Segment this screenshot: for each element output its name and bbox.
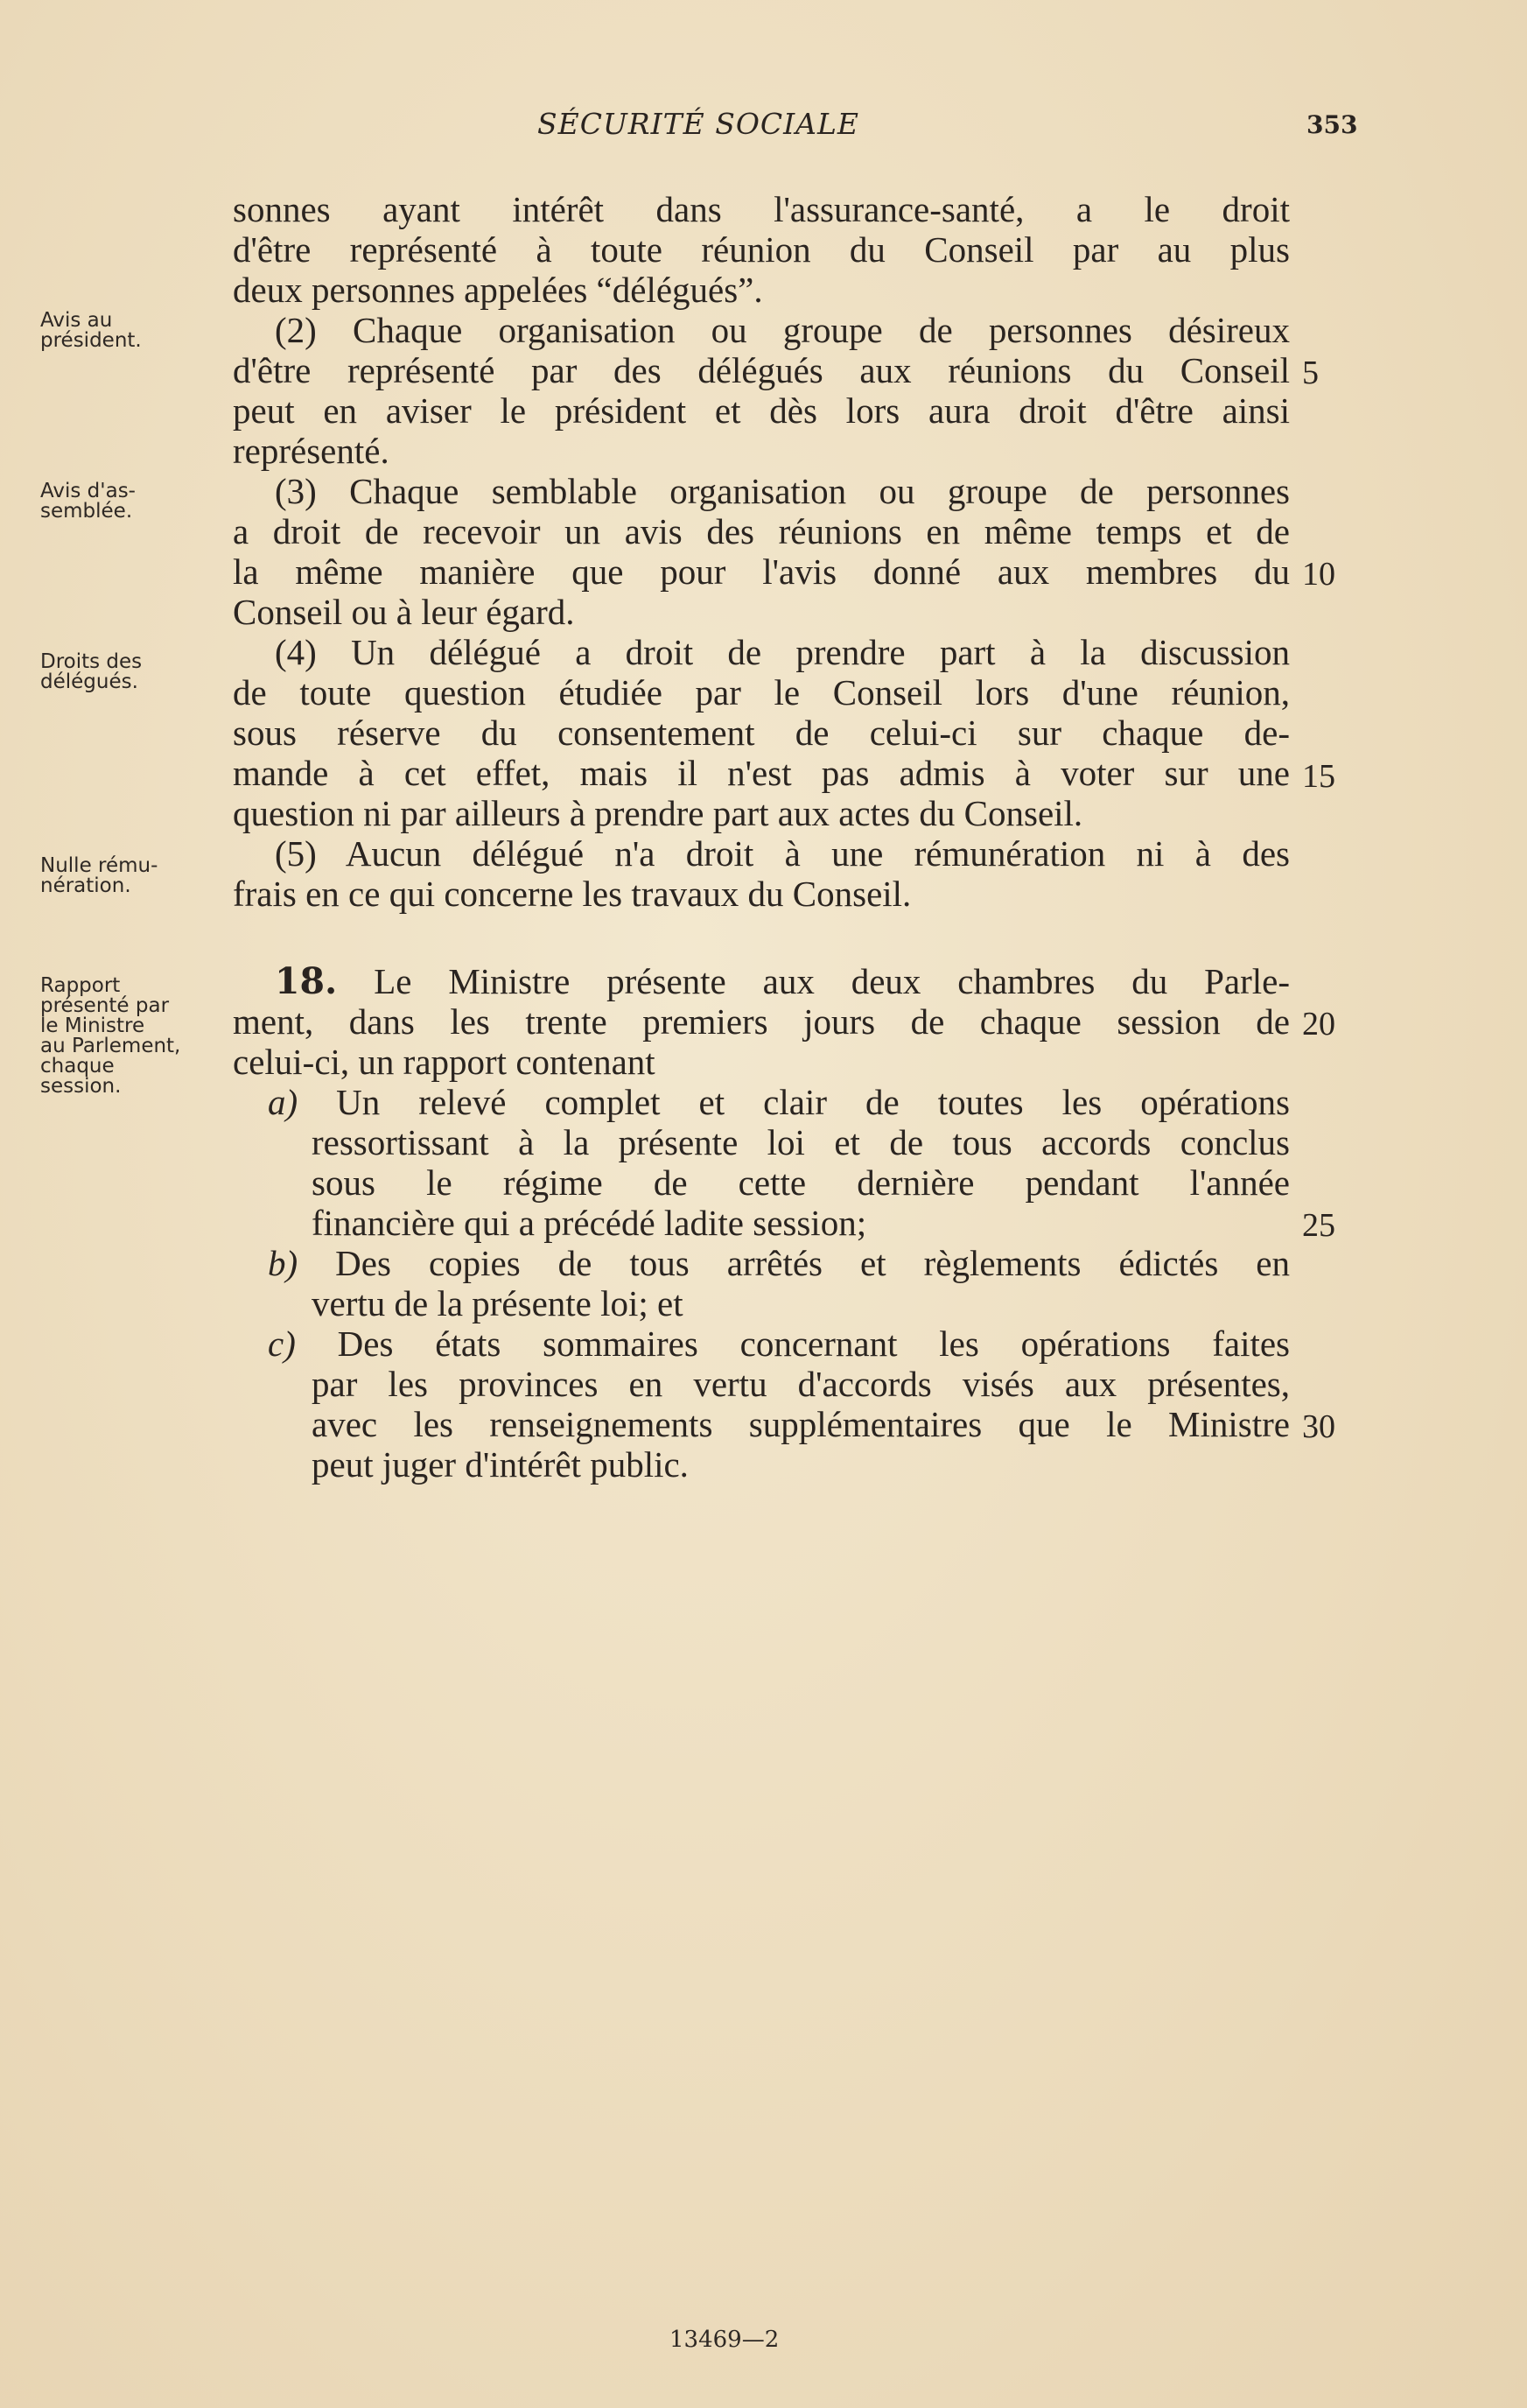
line-number: 20 [1302, 1006, 1335, 1043]
text-line: question ni par ailleurs à prendre part aux actes du Conseil. [233, 793, 1083, 833]
footer-code: 13469—2 [669, 2327, 780, 2353]
margin-note-nulle-remuneration: Nulle rému- nération. [40, 854, 158, 897]
page-number: 353 [1306, 110, 1358, 139]
text-line: (4) Un délégué a droit de prendre part à la discussion [275, 632, 1290, 672]
item-text: Des copies de tous arrêtés et règlements édictés en [335, 1243, 1291, 1283]
list-item-b [233, 1243, 1290, 1283]
line-number: 30 [1302, 1408, 1335, 1445]
text-line: sous le régime de cette dernière pendant l'année [312, 1162, 1290, 1203]
item-text: Des états sommaires concernant les opérations faites [337, 1323, 1291, 1364]
text-line: vertu de la présente loi; et [312, 1283, 683, 1323]
margin-note-droits-delegues: Droits des délégués. [40, 650, 143, 693]
text-line: représenté. [233, 431, 389, 471]
list-item-a [233, 1082, 1290, 1122]
running-header [0, 107, 1527, 151]
item-letter: a) [268, 1082, 298, 1122]
text-line: mande à cet effet, mais il n'est pas admis à voter sur une [233, 753, 1290, 793]
text-line: ment, dans les trente premiers jours de chaque session de [233, 1001, 1290, 1042]
text-line: a droit de recevoir un avis des réunions en même temps et de [233, 511, 1290, 551]
text-line: frais en ce qui concerne les travaux du Conseil. [233, 874, 912, 914]
line-number: 10 [1302, 556, 1335, 593]
text-line: financière qui a précédé ladite session; [312, 1203, 867, 1243]
section-first-line: Le Ministre présente aux deux chambres du Parle- [374, 961, 1290, 1001]
text-line: (2) Chaque organisation ou groupe de personnes désireux [275, 310, 1290, 350]
line-number: 25 [1302, 1207, 1335, 1244]
text-line [233, 961, 1290, 1001]
text-line: ressortissant à la présente loi et de tous accords conclus [312, 1122, 1290, 1162]
running-title: SÉCURITÉ SOCIALE [537, 107, 860, 141]
item-letter: b) [268, 1243, 298, 1283]
section-18 [233, 961, 1290, 1485]
text-line: deux personnes appelées “délégués”. [233, 270, 763, 310]
text-line: par les provinces en vertu d'accords visés aux présentes, [312, 1364, 1290, 1404]
text-line: sonnes ayant intérêt dans l'assurance-santé, a le droit [233, 189, 1290, 229]
body-text [233, 189, 1290, 914]
margin-note-avis-president: Avis au président. [40, 309, 142, 352]
text-line: peut en aviser le président et dès lors aura droit d'être ainsi [233, 390, 1290, 431]
margin-note-avis-assemblee: Avis d'as- semblée. [40, 480, 136, 523]
text-line: d'être représenté par des délégués aux réunions du Conseil [233, 350, 1290, 390]
margin-note-rapport: Rapport présenté par le Ministre au Parlement, chaque session. [40, 974, 181, 1098]
text-line: (3) Chaque semblable organisation ou groupe de personnes [275, 471, 1290, 511]
text-line: Conseil ou à leur égard. [233, 592, 575, 632]
line-number: 15 [1302, 758, 1335, 795]
text-line: peut juger d'intérêt public. [312, 1444, 689, 1485]
text-line: avec les renseignements supplémentaires que le Ministre [312, 1404, 1290, 1444]
text-line: d'être représenté à toute réunion du Conseil par au plus [233, 229, 1290, 270]
text-line: de toute question étudiée par le Conseil lors d'une réunion, [233, 672, 1290, 713]
section-number: 18. [275, 960, 338, 1002]
text-line: la même manière que pour l'avis donné aux membres du [233, 551, 1290, 592]
list-item-c [233, 1323, 1290, 1364]
text-line: sous réserve du consentement de celui-ci sur chaque de- [233, 713, 1290, 753]
text-line: (5) Aucun délégué n'a droit à une rémunération ni à des [275, 833, 1290, 874]
item-letter: c) [268, 1323, 296, 1364]
item-text: Un relevé complet et clair de toutes les opérations [336, 1082, 1290, 1122]
line-number: 5 [1302, 355, 1319, 391]
text-line: celui-ci, un rapport contenant [233, 1042, 655, 1082]
